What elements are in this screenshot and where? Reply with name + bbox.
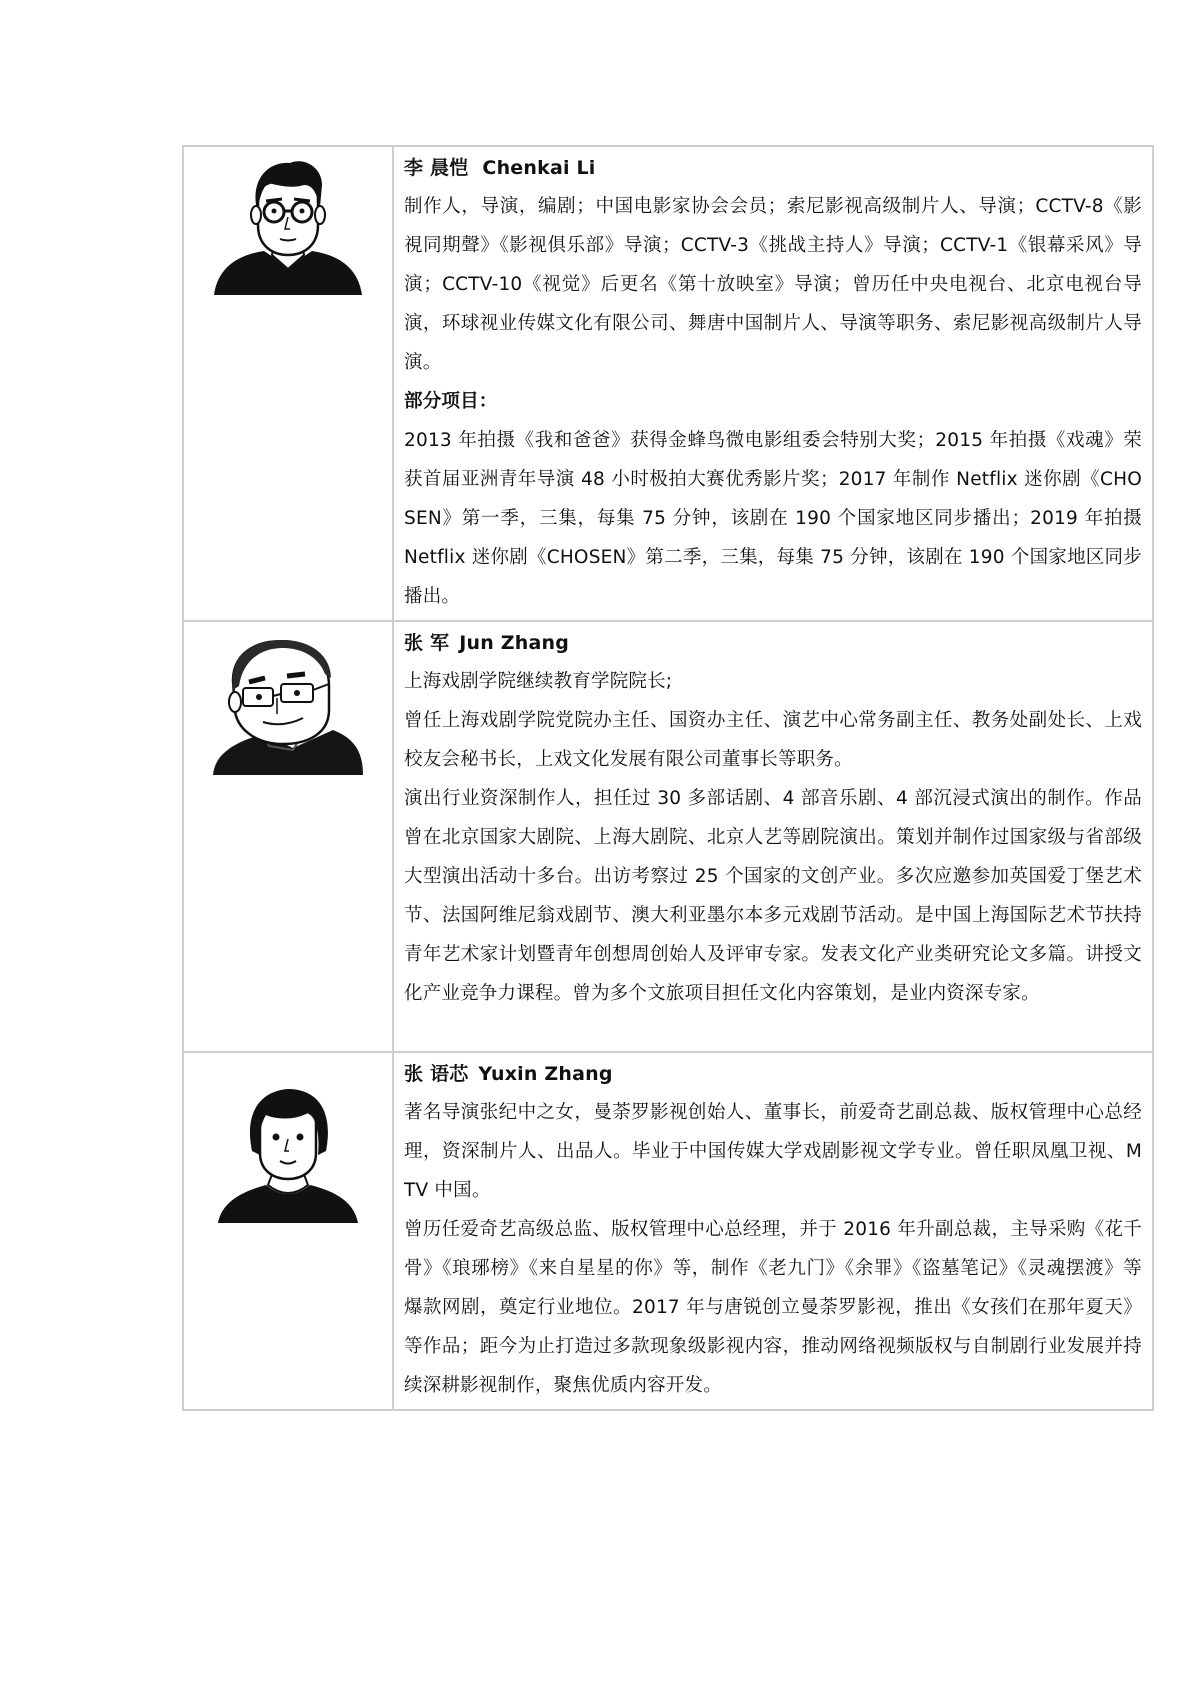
name-cn: 张 语芯 — [404, 1063, 469, 1085]
bio-table — [182, 145, 1154, 1411]
bio-paragraph: 著名导演张纪中之女，曼荼罗影视创始人、董事长，前爱奇艺副总裁、版权管理中心总经理，资深制片人、出品人。毕业于中国传媒大学戏剧影视文学专业。曾任职凤凰卫视、MTV 中国。 — [404, 1102, 1142, 1201]
bio-paragraph: 上海戏剧学院继续教育学院院长; — [404, 671, 673, 692]
bio-text-cell — [393, 1052, 1153, 1410]
name-en: Chenkai Li — [482, 157, 596, 179]
name-cn: 李 晨恺 — [404, 157, 469, 179]
name-en: Jun Zhang — [459, 632, 570, 654]
avatar-woman-short-hair-icon — [208, 1073, 368, 1233]
projects-heading: 部分项目： — [404, 391, 498, 412]
bio-paragraph: 曾任上海戏剧学院党院办主任、国资办主任、演艺中心常务副主任、教务处副处长、上戏校友会秘书长，上戏文化发展有限公司董事长等职务。 — [404, 710, 1142, 770]
projects-paragraph: 2013 年拍摄《我和爸爸》获得金蜂鸟微电影组委会特别大奖；2015 年拍摄《戏魂》荣获首届亚洲青年导演 48 小时极拍大赛优秀影片奖；2017 年制作 Netflix 迷你剧《CHOSEN》第一季，三集，每集 75 分钟，该剧在 190 个国家地区同步播出；2019 年拍摄 Netflix 迷你剧《CHOSEN》第二季，三集，每集 75 分钟，该剧在 190 个国家地区同步播出。 — [404, 430, 1142, 607]
person-name — [404, 149, 1142, 187]
photo-cell — [183, 146, 393, 621]
name-cn: 张 军 — [404, 632, 450, 654]
person-name — [404, 624, 1142, 662]
name-en: Yuxin Zhang — [478, 1063, 613, 1085]
person-name — [404, 1055, 1142, 1093]
avatar-man-glasses-icon — [208, 155, 368, 305]
bio-text-cell — [393, 621, 1153, 1052]
bio-paragraph: 制作人，导演，编剧；中国电影家协会会员；索尼影视高级制片人、导演；CCTV-8《影視同期聲》《影视俱乐部》导演；CCTV-3《挑战主持人》导演；CCTV-1《银幕采风》导演；CCTV-10《视觉》后更名《第十放映室》导演；曾历任中央电视台、北京电视台导演，环球视业传媒文化有限公司、舞唐中国制片人、导演等职务、索尼影视高级制片人导演。 — [404, 196, 1142, 373]
bio-row-chenkai-li — [183, 146, 1153, 621]
bio-paragraph: 演出行业资深制作人，担任过 30 多部话剧、4 部音乐剧、4 部沉浸式演出的制作。作品曾在北京国家大剧院、上海大剧院、北京人艺等剧院演出。策划并制作过国家级与省部级大型演出活动十多台。出访考察过 25 个国家的文创产业。多次应邀参加英国爱丁堡艺术节、法国阿维尼翁戏剧节、澳大利亚墨尔本多元戏剧节活动。是中国上海国际艺术节扶持青年艺术家计划暨青年创想周创始人及评审专家。发表文化产业类研究论文多篇。讲授文化产业竞争力课程。曾为多个文旅项目担任文化内容策划，是业内资深专家。 — [404, 788, 1142, 1004]
bio-row-jun-zhang — [183, 621, 1153, 1052]
bio-row-yuxin-zhang — [183, 1052, 1153, 1410]
bio-paragraph: 曾历任爱奇艺高级总监、版权管理中心总经理，并于 2016 年升副总裁，主导采购《花千骨》《琅琊榜》《来自星星的你》等，制作《老九门》《余罪》《盗墓笔记》《灵魂摆渡》等爆款网剧，奠定行业地位。2017 年与唐锐创立曼荼罗影视，推出《女孩们在那年夏天》等作品；距今为止打造过多款现象级影视内容，推动网络视频版权与自制剧行业发展并持续深耕影视制作，聚焦优质内容开发。 — [404, 1219, 1142, 1396]
bio-text-cell — [393, 146, 1153, 621]
photo-cell — [183, 1052, 393, 1410]
avatar-older-man-glasses-icon — [203, 630, 373, 780]
photo-cell — [183, 621, 393, 1052]
